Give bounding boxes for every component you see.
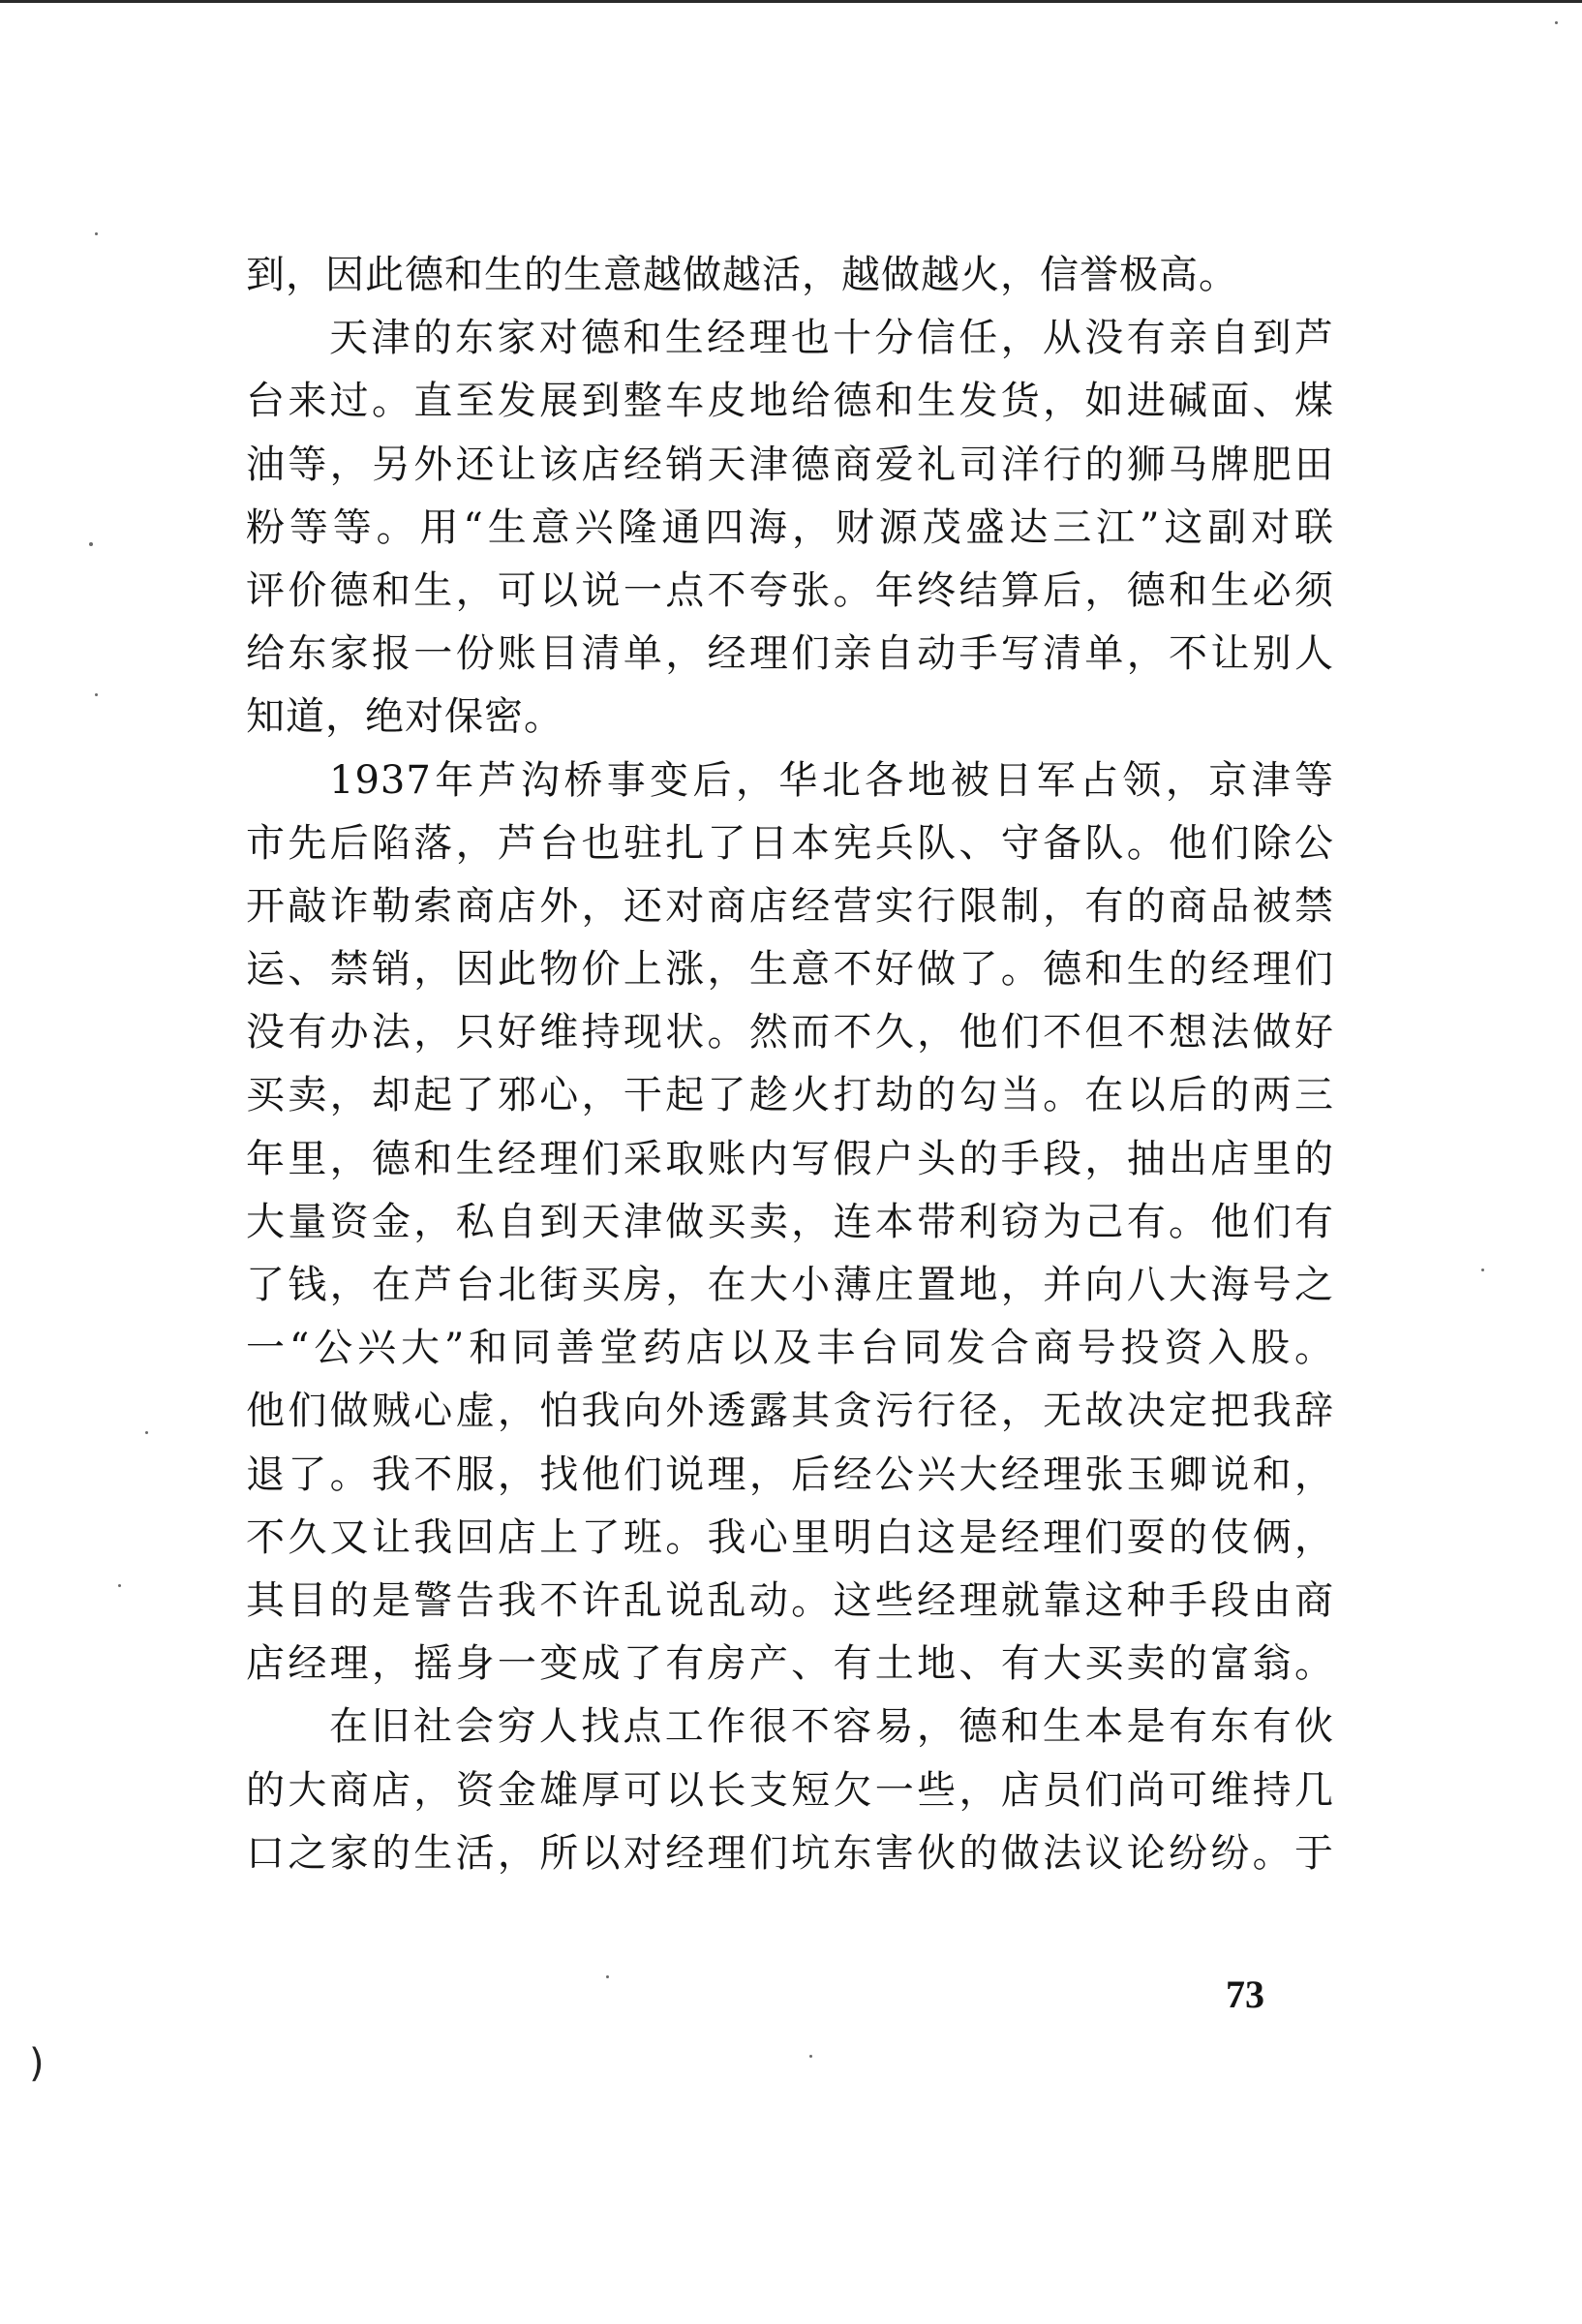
text-line: 买卖，却起了邪心，干起了趁火打劫的勾当。在以后的两三 (246, 1073, 1334, 1118)
text-line: 评价德和生，可以说一点不夸张。年终结算后，德和生必须 (246, 567, 1334, 613)
paragraph-start-line: 在旧社会穷人找点工作很不容易，德和生本是有东有伙 (329, 1704, 1334, 1750)
text-line: 了钱，在芦台北街买房，在大小薄庄置地，并向八大海号之 (246, 1263, 1334, 1307)
scan-speck (1555, 21, 1558, 24)
text-line: 知道，绝对保密。 (246, 694, 563, 740)
text-line: 给东家报一份账目清单，经理们亲自动手写清单，不让别人 (246, 631, 1334, 677)
text-line: 到，因此德和生的生意越做越活，越做越火，信誉极高。 (246, 253, 1238, 297)
scan-speck (95, 693, 98, 696)
text-line: 一“公兴大”和同善堂药店以及丰台同发合商号投资入股。 (246, 1326, 1334, 1371)
paragraph-start-line: 1937年芦沟桥事变后，华北各地被日军占领，京津等 (329, 757, 1334, 803)
text-line: 其目的是警告我不许乱说乱动。这些经理就靠这种手段由商 (246, 1577, 1334, 1623)
scan-speck (95, 232, 98, 235)
scan-speck (89, 542, 93, 546)
text-line: 年里，德和生经理们采取账内写假户头的手段，抽出店里的 (246, 1136, 1334, 1181)
page-number: 73 (1226, 1972, 1264, 2016)
body-text (246, 244, 1334, 1885)
text-line: 退了。我不服，找他们说理，后经公兴大经理张玉卿说和， (246, 1452, 1334, 1497)
scan-speck (145, 1431, 148, 1434)
text-line: 的大商店，资金雄厚可以长支短欠一些，店员们尚可维持几 (246, 1767, 1334, 1813)
scan-speck (809, 2055, 812, 2058)
text-line: 运、禁销，因此物价上涨，生意不好做了。德和生的经理们 (246, 947, 1334, 993)
scan-edge-mark: ) (29, 2041, 45, 2086)
text-line: 市先后陷落，芦台也驻扎了日本宪兵队、守备队。他们除公 (246, 820, 1334, 866)
scan-speck (118, 1584, 121, 1587)
top-border-rule (0, 0, 1582, 3)
text-line: 粉等等。用“生意兴隆通四海，财源茂盛达三江”这副对联 (246, 505, 1334, 550)
text-line: 台来过。直至发展到整车皮地给德和生发货，如进碱面、煤 (246, 379, 1334, 424)
text-line: 店经理，摇身一变成了有房产、有土地、有大买卖的富翁。 (246, 1641, 1334, 1687)
text-line: 他们做贼心虚，怕我向外透露其贪污行径，无故决定把我辞 (246, 1389, 1334, 1434)
text-line: 不久又让我回店上了班。我心里明白这是经理们耍的伎俩， (246, 1514, 1334, 1560)
scan-speck (606, 1975, 609, 1978)
text-line: 开敲诈勒索商店外，还对商店经营实行限制，有的商品被禁 (246, 883, 1334, 929)
scan-speck (1481, 1269, 1484, 1271)
text-line: 大量资金，私自到天津做买卖，连本带利窃为己有。他们有 (246, 1199, 1334, 1244)
text-line: 没有办法，只好维持现状。然而不久，他们不但不想法做好 (246, 1010, 1334, 1055)
text-line: 油等，另外还让该店经销天津德商爱礼司洋行的狮马牌肥田 (246, 442, 1334, 487)
text-line: 口之家的生活，所以对经理们坑东害伙的做法议论纷纷。于 (246, 1830, 1334, 1876)
paragraph-start-line: 天津的东家对德和生经理也十分信任，从没有亲自到芦 (329, 316, 1334, 361)
